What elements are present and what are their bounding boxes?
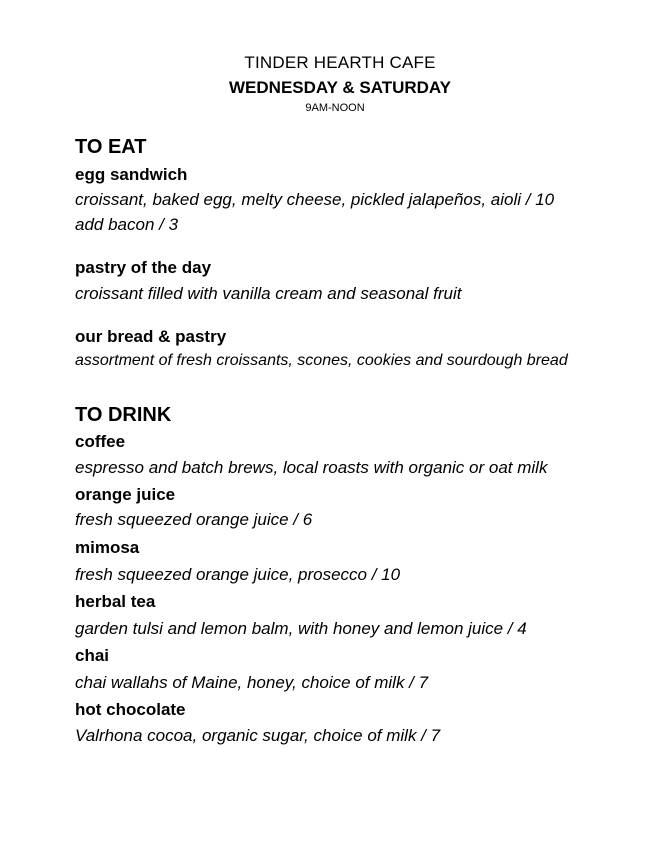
- menu-item-description: assortment of fresh croissants, scones, cookies and sourdough bread: [75, 352, 568, 369]
- menu-item-addon: add bacon / 3: [75, 215, 179, 234]
- menu-item-description: garden tulsi and lemon balm, with honey and lemon juice / 4: [75, 619, 527, 638]
- section-title-to-eat: TO EAT: [75, 136, 147, 158]
- menu-item-name: herbal tea: [75, 592, 156, 611]
- open-hours: 9AM-NOON: [305, 102, 365, 114]
- menu-item-description: Valrhona cocoa, organic sugar, choice of milk / 7: [75, 726, 441, 745]
- menu-item-name: egg sandwich: [75, 165, 188, 184]
- menu-item-description: croissant filled with vanilla cream and seasonal fruit: [75, 284, 462, 303]
- menu-item-description: fresh squeezed orange juice, prosecco / 10: [75, 565, 401, 584]
- menu-item-name: chai: [75, 646, 110, 665]
- menu-item-description: croissant, baked egg, melty cheese, pickled jalapeños, aioli / 10: [75, 190, 555, 209]
- section-title-to-drink: TO DRINK: [75, 404, 172, 426]
- menu-item-name: mimosa: [75, 538, 140, 557]
- menu-item-name: hot chocolate: [75, 700, 186, 719]
- menu-item-description: espresso and batch brews, local roasts with organic or oat milk: [75, 458, 548, 477]
- menu-item-name: orange juice: [75, 485, 176, 504]
- menu-item-name: coffee: [75, 432, 126, 451]
- menu-item-name: our bread & pastry: [75, 327, 227, 346]
- open-days: WEDNESDAY & SATURDAY: [229, 78, 451, 97]
- cafe-name: TINDER HEARTH CAFE: [244, 53, 436, 72]
- menu-item-name: pastry of the day: [75, 258, 212, 277]
- menu-item-description: fresh squeezed orange juice / 6: [75, 510, 313, 529]
- menu-item-description: chai wallahs of Maine, honey, choice of milk / 7: [75, 673, 429, 692]
